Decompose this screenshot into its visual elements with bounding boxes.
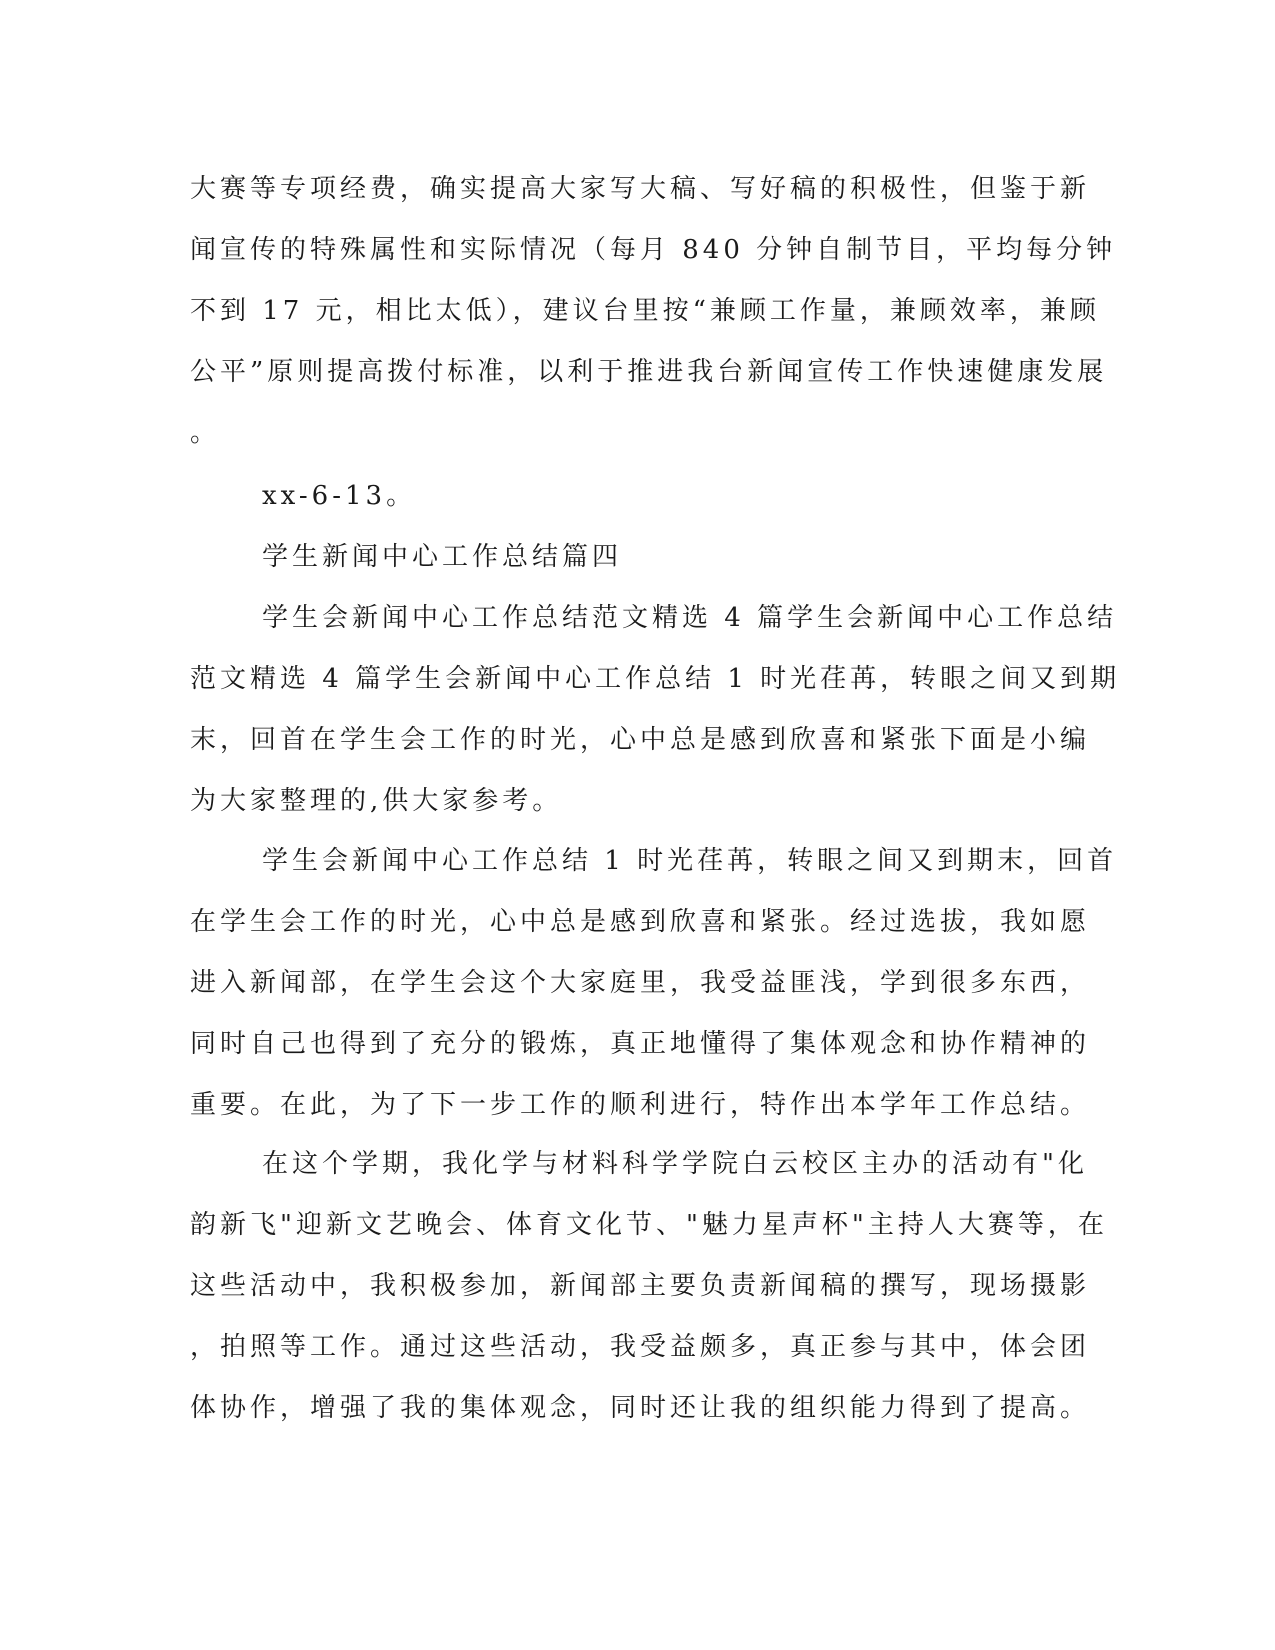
- text-line: 进入新闻部，在学生会这个大家庭里，我受益匪浅，学到很多东西，: [190, 968, 1091, 998]
- text-line: 公平”原则提高拨付标准，以利于推进我台新闻宣传工作快速健康发展: [190, 357, 1108, 387]
- text-line: ，拍照等工作。通过这些活动，我受益颇多，真正参与其中，体会团: [190, 1332, 1091, 1362]
- date-line: [190, 466, 1075, 527]
- text-line: 范文精选 4 篇学生会新闻中心工作总结 1 时光荏苒，转眼之间又到期: [190, 664, 1121, 694]
- text-line: 体协作，增强了我的集体观念，同时还让我的组织能力得到了提高。: [190, 1393, 1091, 1423]
- date-text: xx-6-13。: [262, 481, 417, 511]
- text-line: 学生会新闻中心工作总结 1 时光荏苒，转眼之间又到期末，回首: [262, 846, 1118, 876]
- text-line: 韵新飞"迎新文艺晚会、体育文化节、"魅力星声杯"主持人大赛等，在: [190, 1210, 1108, 1240]
- text-line: 为大家整理的,供大家参考。: [190, 786, 563, 816]
- text-line: 学生会新闻中心工作总结范文精选 4 篇学生会新闻中心工作总结: [262, 603, 1118, 633]
- text-line: 末，回首在学生会工作的时光，心中总是感到欣喜和紧张下面是小编: [190, 725, 1091, 755]
- paragraph-intro: [190, 588, 1121, 832]
- text-line: 。: [190, 418, 221, 448]
- paragraph-activities: [190, 1134, 1108, 1439]
- text-line: 不到 17 元，相比太低），建议台里按“兼顾工作量，兼顾效率，兼顾: [190, 296, 1100, 326]
- text-line: 这些活动中，我积极参加，新闻部主要负责新闻稿的撰写，现场摄影: [190, 1271, 1091, 1301]
- text-line: 在这个学期，我化学与材料科学学院白云校区主办的活动有"化: [262, 1149, 1088, 1179]
- paragraph-summary-1: [190, 831, 1118, 1136]
- text-line: 闻宣传的特殊属性和实际情况（每月 840 分钟自制节目，平均每分钟: [190, 235, 1117, 265]
- text-line: 在学生会工作的时光，心中总是感到欣喜和紧张。经过选拔，我如愿: [190, 907, 1091, 937]
- section-title-text: 学生新闻中心工作总结篇四: [262, 542, 623, 572]
- section-title: [190, 527, 1075, 588]
- text-line: 同时自己也得到了充分的锻炼，真正地懂得了集体观念和协作精神的: [190, 1029, 1091, 1059]
- text-line: 大赛等专项经费，确实提高大家写大稿、写好稿的积极性，但鉴于新: [190, 174, 1091, 204]
- paragraph-funding: [190, 159, 1117, 464]
- text-line: 重要。在此，为了下一步工作的顺利进行，特作出本学年工作总结。: [190, 1090, 1091, 1120]
